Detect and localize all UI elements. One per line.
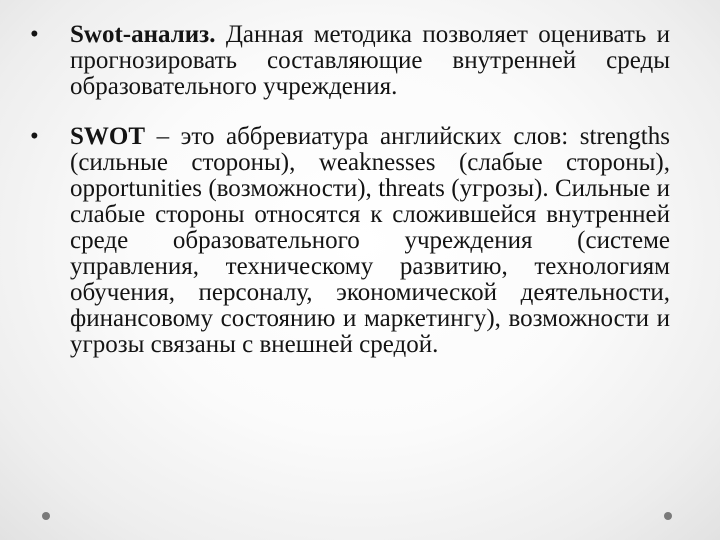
decorative-dot-left [42, 512, 50, 520]
bullet-term: Swot-анализ. [70, 21, 216, 48]
decorative-dot-right [664, 512, 672, 520]
bullet-marker: • [30, 21, 39, 48]
bullet-term: SWOT [70, 123, 146, 150]
bullet-item-swot-definition [30, 124, 670, 358]
bullet-list [30, 22, 670, 358]
bullet-text: – это аббревиатура английских слов: strengths (сильные стороны), weaknesses (слабые стороны), opportunities (возможности), threats (угрозы). Сильные и слабые стороны относятся к сложившейся внутренней среде образовательного учреждения (системе управления, техническому развитию, технологиям обучения, персоналу, экономической деятельности, финансовому состоянию и маркетингу), возможности и угрозы связаны с внешней средой. [70, 123, 670, 358]
bullet-marker: • [30, 123, 39, 150]
bullet-text: Данная методика позволяет оценивать и прогнозировать составляющие внутренней среды образовательного учреждения. [70, 21, 670, 100]
bullet-item-swot-analysis [30, 22, 670, 100]
